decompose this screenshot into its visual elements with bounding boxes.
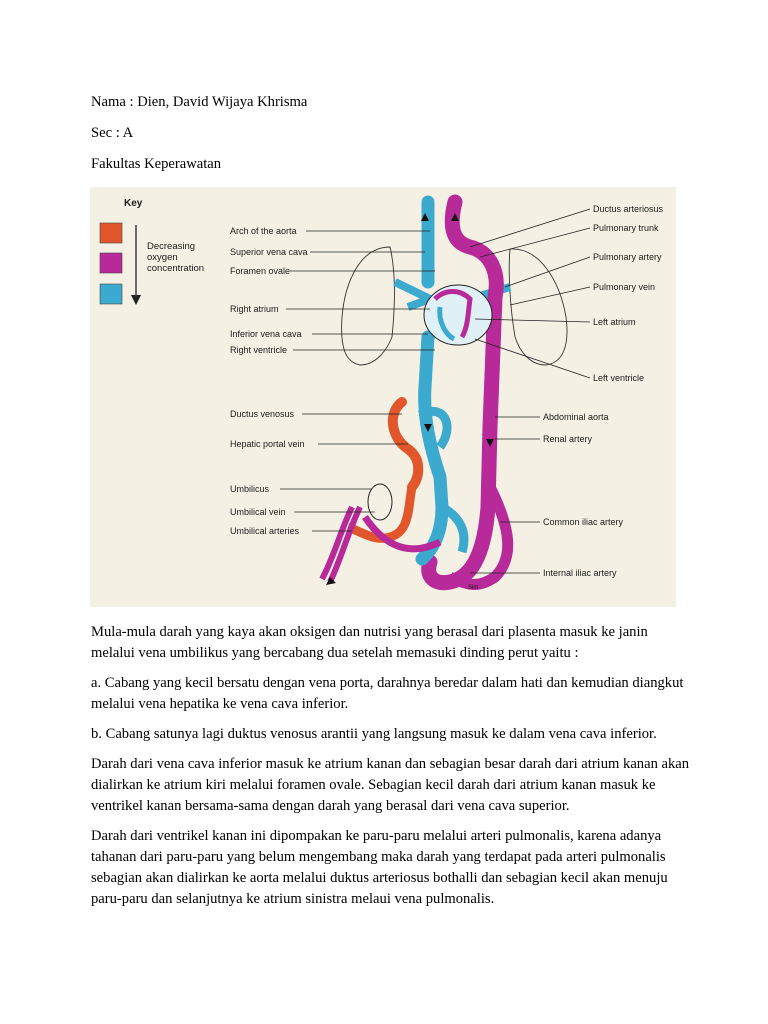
key-swatch-mid: [100, 253, 122, 273]
label-superior-vena-cava: Superior vena cava: [230, 247, 308, 257]
label-hepatic-portal-vein: Hepatic portal vein: [230, 439, 305, 449]
label-umbilical-vein: Umbilical vein: [230, 507, 286, 517]
label-umbilicus: Umbilicus: [230, 484, 270, 494]
label-right-atrium: Right atrium: [230, 304, 279, 314]
key-legend-line1: Decreasing: [147, 241, 196, 252]
label-left-atrium: Left atrium: [593, 317, 636, 327]
label-foramen-ovale: Foramen ovale: [230, 266, 291, 276]
ductus-venosus-vessel: [393, 402, 418, 487]
label-ductus-arteriosus: Ductus arteriosus: [593, 204, 664, 214]
umbilical-arteries-vessels: [322, 507, 360, 582]
paragraph-atrium: Darah dari vena cava inferior masuk ke atrium kanan dan sebagian besar darah dari atrium kanan akan dialirkan ke atrium kiri melalui foramen ovale. Sebagian kecil darah dari atrium kanan masuk ke ventrikel kanan bersama-sama dengan darah yang berasal dari vena cava superior.: [91, 756, 690, 814]
label-pulmonary-vein: Pulmonary vein: [593, 282, 656, 292]
label-abdominal-aorta: Abdominal aorta: [543, 412, 609, 422]
label-pulmonary-trunk: Pulmonary trunk: [593, 223, 659, 233]
section-label: Sec : A: [91, 125, 134, 141]
label-right-ventricle: Right ventricle: [230, 345, 288, 355]
paragraph-intro: Mula-mula darah yang kaya akan oksigen dan nutrisi yang berasal dari plasenta masuk ke janin melalui vena umbilikus yang bercabang dua setelah memasuki dinding perut yaitu :: [91, 624, 648, 661]
label-renal-artery: Renal artery: [543, 434, 593, 444]
left-lung: [509, 249, 567, 365]
label-arch-aorta: Arch of the aorta: [230, 226, 297, 236]
label-umbilical-arteries: Umbilical arteries: [230, 526, 300, 536]
label-internal-iliac-artery: Internal iliac artery: [543, 568, 617, 578]
key-swatch-low: [100, 284, 122, 304]
faculty-label: Fakultas Keperawatan: [91, 156, 222, 172]
key-swatch-high: [100, 223, 122, 243]
label-common-iliac-artery: Common iliac artery: [543, 517, 624, 527]
key-legend-line2: oxygen: [147, 252, 178, 263]
label-ductus-venosus: Ductus venosus: [230, 409, 295, 419]
student-name: Nama : Dien, David Wijaya Khrisma: [91, 94, 308, 110]
fetal-circulation-diagram: [90, 187, 676, 607]
diagram-svg: [90, 187, 676, 607]
paragraph-ventricle: Darah dari ventrikel kanan ini dipompakan ke paru-paru melalui arteri pulmonalis, karena adanya tahanan dari paru-paru yang belum mengembang maka darah yang terdapat pada arteri pulmonalis sebagian akan dialirkan ke aorta melalui duktus arteriosus bothalli dan sebagian kecil akan menuju paru-paru dan selanjutnya ke atrium sinistra melaui vena pulmonalis.: [91, 828, 668, 907]
label-inferior-vena-cava: Inferior vena cava: [230, 329, 302, 339]
key-title: Key: [124, 198, 143, 209]
key-arrow-head: [131, 295, 141, 305]
paragraph-branch-a: a. Cabang yang kecil bersatu dengan vena porta, darahnya beredar dalam hati dan kemudian diangkut melalui vena hepatika ke vena cava inferior.: [91, 675, 684, 712]
key-legend-line3: concentration: [147, 263, 205, 274]
artist-signature: Sim: [468, 585, 479, 591]
right-lung: [342, 247, 395, 365]
paragraph-branch-b: b. Cabang satunya lagi duktus venosus arantii yang langsung masuk ke dalam vena cava inferior.: [91, 726, 657, 742]
label-pulmonary-artery: Pulmonary artery: [593, 252, 662, 262]
label-left-ventricle: Left ventricle: [593, 373, 645, 383]
vena-cava: [422, 202, 442, 559]
